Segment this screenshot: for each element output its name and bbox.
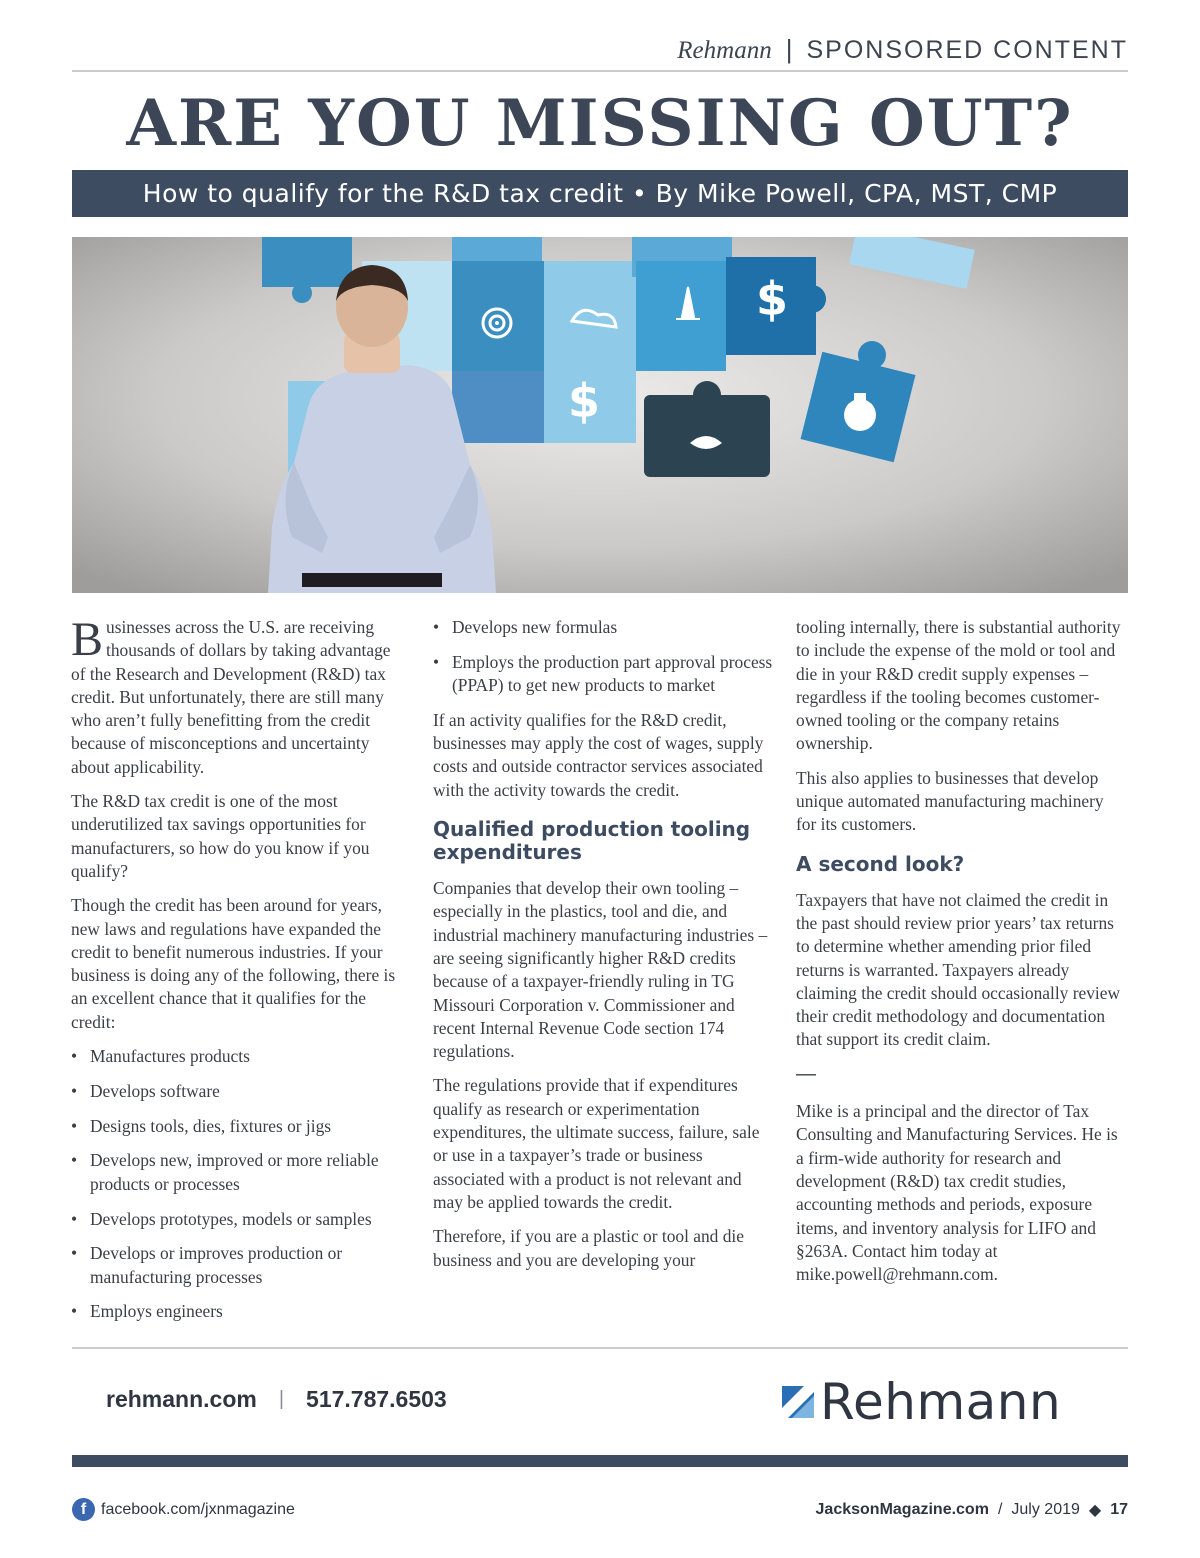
author-bio: Mike is a principal and the director of Tax Consulting and Manufacturing Services. He is a firm-wide authority for research and development (R&D) tax credit studies, accounting methods and periods, exposure items, and inventory analysis for LIFO and §263A. Contact him today at mike.powell@rehmann.com. — [796, 1101, 1118, 1285]
puzzle-knob — [798, 285, 826, 313]
puzzle-knob — [858, 341, 886, 369]
paragraph: tooling internally, there is substantial authority to include the expense of the mold or tool and die in your R&D credit supply expenses – regardless if the tooling becomes customer-owned tooling or the company retains ownership. — [796, 617, 1121, 754]
footer-facebook[interactable] — [72, 1498, 295, 1521]
page-number: 17 — [1110, 1501, 1128, 1518]
subheadline: How to qualify for the R&D tax credit • By Mike Powell, CPA, MST, CMP — [142, 179, 1058, 208]
paragraph: This also applies to businesses that develop unique automated manufacturing machinery for its customers. — [796, 767, 1104, 835]
bio-divider: — — [796, 1062, 816, 1085]
sponsor-label: SPONSORED CONTENT — [806, 36, 1128, 64]
drop-cap: B — [71, 613, 104, 666]
list-item: • Manufactures products — [71, 1045, 407, 1068]
paragraph: Therefore, if you are a plastic or tool and die business and you are developing your — [433, 1226, 744, 1270]
intro-paragraph — [71, 613, 407, 779]
footer-slash: / — [997, 1501, 1003, 1518]
contact-separator: | — [278, 1388, 285, 1410]
list-item: • Develops new formulas — [433, 616, 773, 639]
paragraph: Taxpayers that have not claimed the credit in the past should review prior years’ tax returns to determine whether amending prior filed returns is warranted. Taxpayers already claiming the credit should occasionally review their credit methodology and documentation that support its credit claim. — [796, 889, 1121, 1050]
rehmann-logo — [782, 1373, 1061, 1431]
sponsor-brand: Rehmann — [677, 37, 772, 64]
puzzle-piece — [636, 261, 726, 371]
qualifying-activities-list-continued — [433, 616, 773, 697]
diamond-separator: ◆ — [1088, 1502, 1102, 1519]
puzzle-illustration — [72, 237, 1128, 593]
dollar-icon: $ — [568, 374, 601, 428]
list-item: • Develops new, improved or more reliable products or processes — [71, 1149, 407, 1196]
contact-line — [106, 1386, 447, 1413]
puzzle-piece — [452, 371, 544, 443]
footer-bar — [72, 1455, 1128, 1467]
top-divider — [72, 70, 1128, 72]
sponsor-separator: | — [785, 34, 793, 64]
list-item: • Employs engineers — [71, 1300, 407, 1323]
rehmann-logo-mark — [782, 1386, 814, 1418]
facebook-link[interactable]: facebook.com/jxnmagazine — [101, 1500, 295, 1518]
article-column-2 — [433, 616, 773, 1283]
headline: ARE YOU MISSING OUT? — [126, 86, 1074, 161]
paragraph: If an activity qualifies for the R&D credit, businesses may apply the cost of wages, supply costs and outside contractor services associated with the activity towards the credit. — [433, 709, 764, 800]
qualifying-activities-list — [71, 1045, 407, 1324]
hero-image — [72, 237, 1128, 593]
puzzle-knob — [693, 381, 721, 409]
paragraph: Though the credit has been around for years, new laws and regulations have expanded the credit to benefit numerous industries. If your business is doing any of the following, there is an excellent chance that it qualifies for the credit: — [71, 895, 396, 1032]
footer-publication-info — [816, 1500, 1128, 1520]
list-item: • Develops software — [71, 1080, 407, 1103]
rehmann-logo-text: Rehmann — [820, 1373, 1062, 1431]
list-item: • Develops or improves production or manufacturing processes — [71, 1242, 407, 1289]
facebook-icon: f — [72, 1498, 95, 1521]
section-heading: A second look? — [796, 851, 965, 876]
puzzle-knob — [292, 283, 312, 303]
list-item: • Designs tools, dies, fixtures or jigs — [71, 1115, 407, 1138]
paragraph: The regulations provide that if expenditures qualify as research or experimentation expenditures, the ultimate success, failure, sale or use in a taxpayer’s trade or business associated with a product is not relevant and may be applied towards the credit. — [433, 1075, 760, 1212]
website-link[interactable]: rehmann.com — [106, 1386, 257, 1412]
puzzle-piece — [262, 237, 352, 287]
article-column-3 — [796, 616, 1128, 1297]
subheadline-band — [72, 170, 1128, 217]
phone-number[interactable]: 517.787.6503 — [306, 1386, 447, 1412]
sponsor-line — [677, 34, 1128, 65]
list-item: • Employs the production part approval process (PPAP) to get new products to market — [433, 651, 773, 698]
issue-date: July 2019 — [1011, 1501, 1080, 1518]
paragraph: The R&D tax credit is one of the most underutilized tax savings opportunities for manufacturers, so how do you know if you qualify? — [71, 791, 370, 881]
section-heading: Qualified production tooling expenditures — [433, 817, 751, 865]
paragraph: Companies that develop their own tooling – especially in the plastics, tool and die, and industrial machinery manufacturing industries – are seeing significantly higher R&D credits because of a taxpayer-friendly ruling in TG Missouri Corporation v. Commissioner and recent Internal Revenue Code section 174 regulations. — [433, 878, 768, 1062]
list-item: • Develops prototypes, models or samples — [71, 1208, 407, 1231]
intro-paragraph-text: usinesses across the U.S. are receiving thousands of dollars by taking advantage of the Research and Development (R&D) tax credit. But unfortunately, there are still many who aren’t fully benefitting from the credit because of misconceptions and uncertainty about applicability. — [71, 617, 391, 777]
bottom-divider — [72, 1347, 1128, 1349]
magazine-site[interactable]: JacksonMagazine.com — [815, 1501, 989, 1518]
article-column-1 — [71, 613, 407, 1335]
dollar-icon: $ — [756, 272, 789, 326]
